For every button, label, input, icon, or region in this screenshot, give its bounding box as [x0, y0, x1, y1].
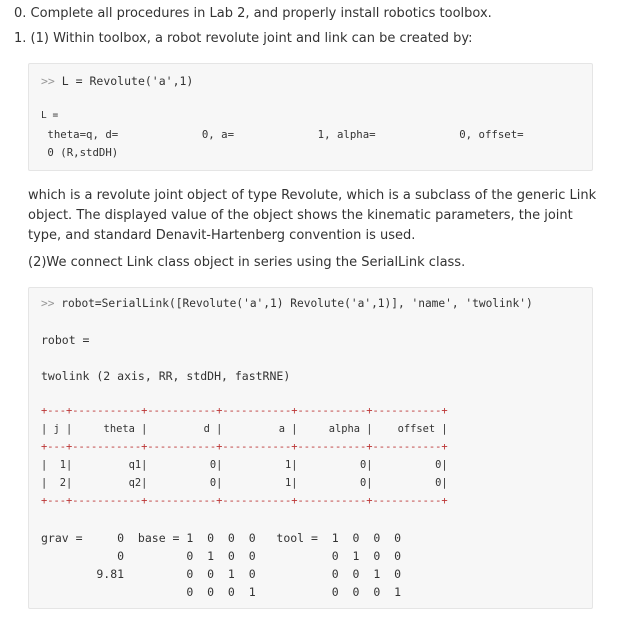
robot-assignment: robot = [41, 333, 90, 347]
matrix-line: grav = 0 base = 1 0 0 0 tool = 1 0 0 0 [41, 531, 402, 545]
table-row: | 2| q2| 0| 1| 0| 0| [41, 477, 448, 489]
matrix-line: 0 0 0 1 0 0 0 1 [41, 585, 402, 599]
step-0-text: 0. Complete all procedures in Lab 2, and properly install robotics toolbox. [14, 6, 492, 21]
table-header-row: | j | theta | d | a | alpha | offset | [41, 423, 448, 435]
code-block-revolute [28, 63, 593, 171]
robot-summary: twolink (2 axis, RR, stdDH, fastRNE) [41, 369, 291, 383]
command-line-1 [41, 74, 193, 88]
prompt-symbol: >> [41, 297, 55, 310]
table-row: | 1| q1| 0| 1| 0| 0| [41, 459, 448, 471]
matrix-line: 9.81 0 0 1 0 0 0 1 0 [41, 567, 402, 581]
output-line: 0 (R,stdDH) [41, 146, 119, 159]
table-border: +---+-----------+-----------+-----------+-----------+-----------+ [41, 495, 448, 507]
code-block-seriallink [28, 287, 593, 609]
matrix-line: 0 0 1 0 0 0 1 0 0 [41, 549, 402, 563]
command-text: robot=SerialLink([Revolute('a',1) Revolute('a',1)], 'name', 'twolink') [61, 297, 533, 310]
command-text: L = Revolute('a',1) [61, 74, 194, 88]
step-1-text: 1. (1) Within toolbox, a robot revolute joint and link can be created by: [14, 31, 473, 46]
explanation-paragraph: which is a revolute joint object of type Revolute, which is a subclass of the generic Link object. The displayed value of the object shows the kinematic parameters, the joint type, and standard Denavit-Hartenberg convention is used. [28, 188, 597, 243]
command-line-2 [41, 297, 533, 310]
step-2-text: (2)We connect Link class object in series using the SerialLink class. [28, 255, 466, 270]
table-border: +---+-----------+-----------+-----------+-----------+-----------+ [41, 405, 448, 417]
prompt-symbol: >> [41, 74, 55, 88]
output-line: theta=q, d= 0, a= 1, alpha= 0, offset= [41, 128, 524, 141]
output-line: L = [41, 110, 59, 121]
table-border: +---+-----------+-----------+-----------+-----------+-----------+ [41, 441, 448, 453]
